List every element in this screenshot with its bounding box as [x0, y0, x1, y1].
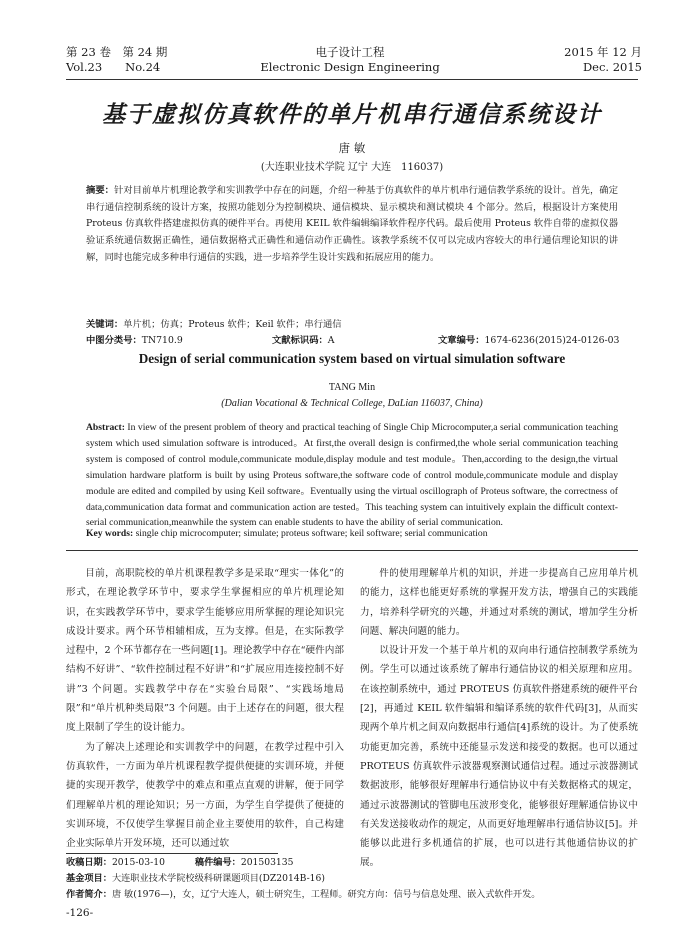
footnote-fund: 基金项目：大连职业技术学院校级科研课题项目(DZ2014B-16)	[66, 873, 325, 884]
paper-title-cn: 基于虚拟仿真软件的单片机串行通信系统设计	[102, 101, 602, 128]
author-cn: 唐 敏	[338, 141, 366, 155]
keywords-en-label: Key words:	[86, 528, 134, 539]
body-column-right	[360, 564, 638, 873]
date-en: Dec. 2015	[582, 60, 642, 74]
abstract-cn-label: 摘要：	[86, 185, 115, 196]
date-cn: 2015 年 12 月	[564, 45, 642, 59]
footnote-dates: 收稿日期：2015-03-10 稿件编号：201503135	[66, 857, 294, 868]
keywords-cn	[86, 318, 618, 332]
abstract-en-label: Abstract:	[86, 422, 125, 433]
body-paragraph: 件的使用理解单片机的知识，并进一步提高自己应用单片机的能力，这样也能更好系统的掌握开发方法，增强自己的实践能力，培养科学研究的兴趣，并通过对系统的测试，增加学生分析问题、解决问题的能力。	[360, 568, 638, 637]
keywords-cn-text: 单片机；仿真；Proteus 软件；Keil 软件；串行通信	[123, 319, 342, 330]
article-number: 文章编号：1674-6236(2015)24-0126-03	[438, 335, 620, 346]
journal-en: Electronic Design Engineering	[260, 60, 440, 74]
footnote-divider	[66, 853, 278, 854]
page-number: -126-	[66, 907, 94, 919]
abstract-en-text: In view of the present problem of theory and practical teaching of Single Chip Microcomputer,a serial communication teaching system which used simulation software is introduced。At first,the overall design is confirmed,the whole serial communication teaching system is composed of control module,communicate module,display module and test module。Then,according to the design,the virtual simulation hardware platform is built by using Proteus software,the software code of control module,communicate module and display module are edited and compiled by using Keil software。Eventually using the virtual oscillograph of Proteus software, the correctness of data,communication data format and communication action are tested。This teaching system can intuitively explain the difficult context-serial communication,meanwhile the system can enable students to have the ability of serial communication.	[86, 422, 618, 529]
keywords-en-text: single chip microcomputer; simulate; proteus software; keil software; serial communication	[133, 528, 488, 539]
author-en: TANG Min	[328, 382, 376, 393]
volume-en: Vol.23 No.24	[66, 60, 161, 74]
body-paragraph: 目前，高职院校的单片机课程教学多是采取“理实一体化”的形式，在理论教学环节中，要求学生掌握相应的单片机理论知识，在实践教学环节中，要求学生能够应用所掌握的理论知识完成设计要求。两个环节相辅相成，互为支撑。但是，在实际教学过程中，2 个环节都存在一些问题[1]。理论教学中存在“硬件内部结构不好讲”、“软件控制过程不好讲”和“扩展应用连接控制不好讲”3 个问题。实践教学中存在“实验台局限”、“实践场地局限”和“单片机种类局限”3 个问题。由于上述存在的问题，很大程度上限制了学生的设计能力。	[66, 568, 344, 734]
abstract-en	[86, 420, 618, 531]
affiliation-en: (Dalian Vocational & Technical College, DaLian 116037, China)	[221, 398, 483, 409]
document-code: 文献标识码：A	[272, 335, 335, 346]
abstract-cn	[86, 183, 618, 267]
footnote-author: 作者简介：唐 敏(1976—)，女，辽宁大连人，硕士研究生，工程师。研究方向：信号与信息处理、嵌入式软件开发。	[66, 889, 541, 900]
keywords-en	[86, 527, 618, 541]
body-paragraph: 以设计开发一个基于单片机的双向串行通信控制教学系统为例。学生可以通过该系统了解串行通信协议的相关原理和应用。在该控制系统中，通过 PROTEUS 仿真软件搭建系统的硬件平台[2]，再通过 KEIL 软件编辑和编译系统的软件代码[3]，从而实现两个单片机之间双向数据串行通信[4]系统的设计。为了使系统功能更加完善，系统中还能显示发送和接受的数据。也可以通过 PROTEUS 仿真软件示波器观察测试通信过程。通过示波器测试数据波形，能够很好理解串行通信协议中有关数据格式的规定，通过示波器测试的管脚电压波形变化，能够很好理解通信协议中有关发送接收动作的规定，从而更好地理解串行通信协议[5]。并能够以此进行多机通信的扩展，也可以进行其他通信协议的扩展。	[360, 645, 638, 869]
affiliation-cn: (大连职业技术学院 辽宁 大连 116037)	[260, 162, 444, 173]
journal-cn: 电子设计工程	[315, 45, 385, 59]
header-date	[564, 45, 642, 75]
section-divider	[66, 550, 638, 551]
body-paragraph: 为了解决上述理论和实训教学中的问题，在教学过程中引入仿真软件，一方面为单片机课程教学提供便捷的实训环境，并便捷的实现开教学，使教学中的难点和重点直观的讲解，便于同学们理解单片机的理论知识；另一方面，为学生自学提供了便捷的实训环境，不仅使学生掌握目前企业主要使用的软件，自己构建企业实际单片开发环境，还可以通过软	[66, 741, 344, 850]
header-divider	[66, 79, 638, 80]
volume-cn: 第 23 卷 第 24 期	[66, 45, 168, 59]
paper-title-en: Design of serial communication system based on virtual simulation software	[138, 351, 566, 366]
clc-number: 中图分类号：TN710.9	[86, 335, 183, 346]
abstract-cn-text: 针对目前单片机理论教学和实训教学中存在的问题，介绍一种基于仿真软件的单片机串行通信教学系统的设计。首先，确定串行通信控制系统的设计方案，按照功能划分为控制模块、通信模块、显示模块和测试模块 4 个部分。然后，根据设计方案使用 Proteus 仿真软件搭建虚拟仿真的硬件平台。再使用 KEIL 软件编辑编译软件程序代码。最后使用 Proteus 软件自带的虚拟仪器验证系统通信数据正确性，通信数据格式正确性和通信动作正确性。该教学系统不仅可以完成内容较大的串行通信理论知识的讲解，同时也能完成多种串行通信的实践，进一步培养学生设计实践和拓展应用的能力。	[86, 185, 618, 263]
keywords-cn-label: 关键词：	[86, 319, 124, 330]
body-column-left	[66, 564, 344, 853]
